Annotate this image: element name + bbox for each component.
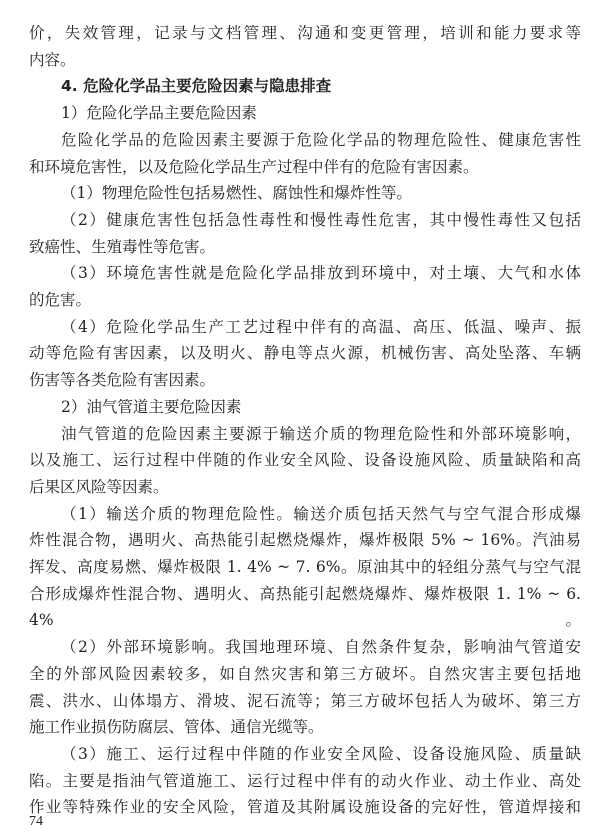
text-line: 伤害等各类危险有害因素。 xyxy=(29,371,216,390)
text-line: 2）油气管道主要危险因素 xyxy=(61,397,242,416)
text-line: 动等危险有害因素，以及明火、静电等点火源，机械伤害、高处坠落、车辆 xyxy=(29,344,581,363)
text-line: （2）外部环境影响。我国地理环境、自然条件复杂，影响油气管道安 xyxy=(61,638,581,657)
text-line: 价，失效管理，记录与文档管理、沟通和变更管理，培训和能力要求等 xyxy=(29,24,581,42)
text-line: 陷。主要是指油气管道施工、运行过程中伴有的动火作业、动土作业、高处 xyxy=(29,771,581,790)
text-line: 的危害。 xyxy=(29,291,92,310)
text-line: （4）危险化学品生产工艺过程中伴有的高温、高压、低温、噪声、振 xyxy=(61,317,581,336)
text-line: 炸性混合物，遇明火、高热能引起燃烧爆炸，爆炸极限 5% ~ 16%。汽油易 xyxy=(29,531,581,550)
text-line: 1）危险化学品主要危险因素 xyxy=(61,104,257,123)
text-line: 合形成爆炸性混合物、遇明火、高热能引起燃烧爆炸、爆炸极限 1. 1% ~ 6. 4%。 xyxy=(29,584,581,630)
text-line: 后果区风险等因素。 xyxy=(29,477,169,496)
text-line: 致癌性、生殖毒性等危害。 xyxy=(29,237,216,256)
document-page xyxy=(29,20,581,821)
text-line: 震、洪水、山体塌方、滑坡、泥石流等；第三方破坏包括人为破坏、第三方 xyxy=(29,691,581,710)
text-line: 内容。 xyxy=(29,50,76,69)
text-line: 危险化学品的危险因素主要源于危险化学品的物理危险性、健康危害性 xyxy=(61,130,581,149)
text-line: 油气管道的危险因素主要源于输送介质的物理危险性和外部环境影响， xyxy=(61,424,581,443)
text-line: 以及施工、运行过程中伴随的作业安全风险、设备设施风险、质量缺陷和高 xyxy=(29,451,581,470)
section-heading: 4. 危险化学品主要危险因素与隐患排查 xyxy=(61,77,332,96)
text-line: 全的外部风险因素较多，如自然灾害和第三方破坏。自然灾害主要包括地 xyxy=(29,664,581,683)
text-line: 挥发、高度易燃、爆炸极限 1. 4% ~ 7. 6%。原油其中的轻组分蒸气与空气混 xyxy=(29,558,581,577)
text-line: （1）输送介质的物理危险性。输送介质包括天然气与空气混合形成爆 xyxy=(61,504,581,523)
page-number: 74 xyxy=(29,814,43,829)
text-line: （1）物理危险性包括易燃性、腐蚀性和爆炸性等。 xyxy=(61,184,412,203)
text-line: （3）施工、运行过程中伴随的作业安全风险、设备设施风险、质量缺 xyxy=(61,744,581,763)
text-line: 作业等特殊作业的安全风险，管道及其附属设施设备的完好性，管道焊接和 xyxy=(29,798,581,817)
text-line: 施工作业损伤防腐层、管体、通信光缆等。 xyxy=(29,718,324,737)
text-line: （2）健康危害性包括急性毒性和慢性毒性危害，其中慢性毒性又包括 xyxy=(61,210,581,229)
text-line: （3）环境危害性就是危险化学品排放到环境中，对土壤、大气和水体 xyxy=(61,264,581,283)
text-line: 和环境危害性，以及危险化学品生产过程中伴有的危险有害因素。 xyxy=(29,157,479,176)
